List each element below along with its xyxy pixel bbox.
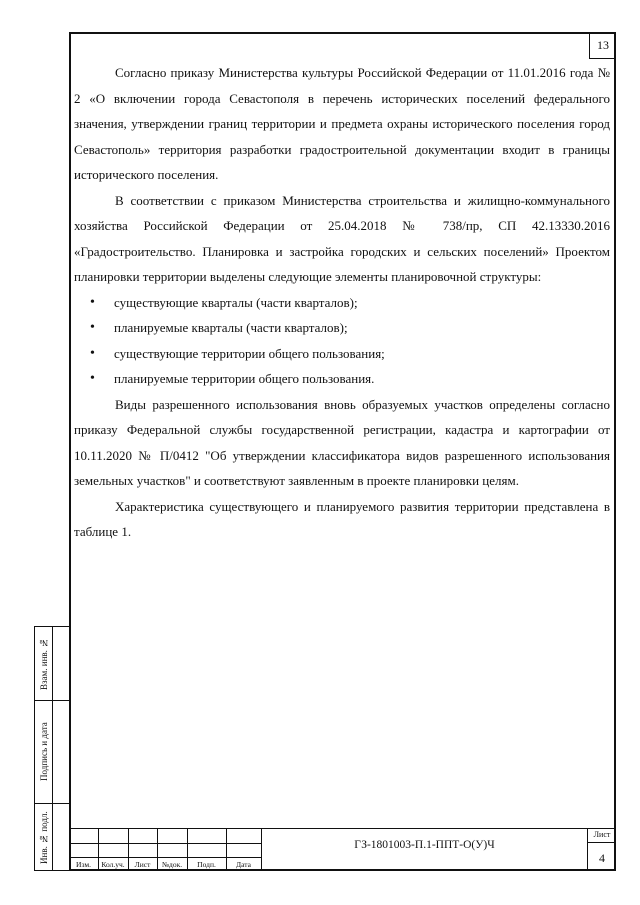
paragraph-3: Виды разрешенного использования вновь образуемых участков определены согласно приказу Федеральной службы государственной регистрации, кадастра и картографии от 10.11.2020 № П/0412 "Об утверждении классификатора видов разрешенного использования земельных участков" и соответствуют заявленным в проекте планировки целям. [74,396,610,488]
document-code: ГЗ-1801003-П.1-ППТ-О(У)Ч [354,839,495,851]
stamp-signature-label: Подпись и дата [39,722,49,781]
list-item: • существующие кварталы (части кварталов); [74,290,610,316]
page-number: 13 [589,32,616,59]
body-text [74,60,610,545]
stamp-vzam-label: Взам. инв. № [39,637,49,690]
sheet-label: Лист [593,830,611,839]
col-ndok: №док. [161,860,183,869]
stamp-inv-label: Инв. № подл. [39,811,49,864]
col-kol-uch: Кол.уч. [101,860,125,869]
paragraph-2: В соответствии с приказом Министерства строительства и жилищно-коммунального хозяйства Российской Федерации от 25.04.2018 № 738/пр, СП 42.13330.2016 «Градостроительство. Планировка и застройка городских и сельских поселений» Проектом планировки территории выделены следующие элементы планировочной структуры: [74,192,610,284]
structure-list [74,290,610,392]
title-block [69,828,616,871]
paragraph-1: Согласно приказу Министерства культуры Российской Федерации от 11.01.2016 года № 2 «О включении города Севастополя в перечень исторических поселений федерального значения, утверждении границ территории и предмета охраны исторического поселения город Севастополь» территория разработки градостроительной документации входит в границы исторического поселения. [74,65,610,182]
col-list: Лист [134,860,151,869]
list-item: • существующие территории общего пользования; [74,341,610,367]
paragraph-4: Характеристика существующего и планируемого развития территории представлена в таблице 1. [74,498,610,539]
sheet-number: 4 [599,851,605,865]
col-izm: Изм. [76,860,91,869]
list-item: • планируемые территории общего пользования. [74,366,610,392]
side-stamp [34,626,71,871]
col-data: Дата [236,860,251,869]
list-item: • планируемые кварталы (части кварталов); [74,315,610,341]
col-podp: Подп. [197,860,216,869]
